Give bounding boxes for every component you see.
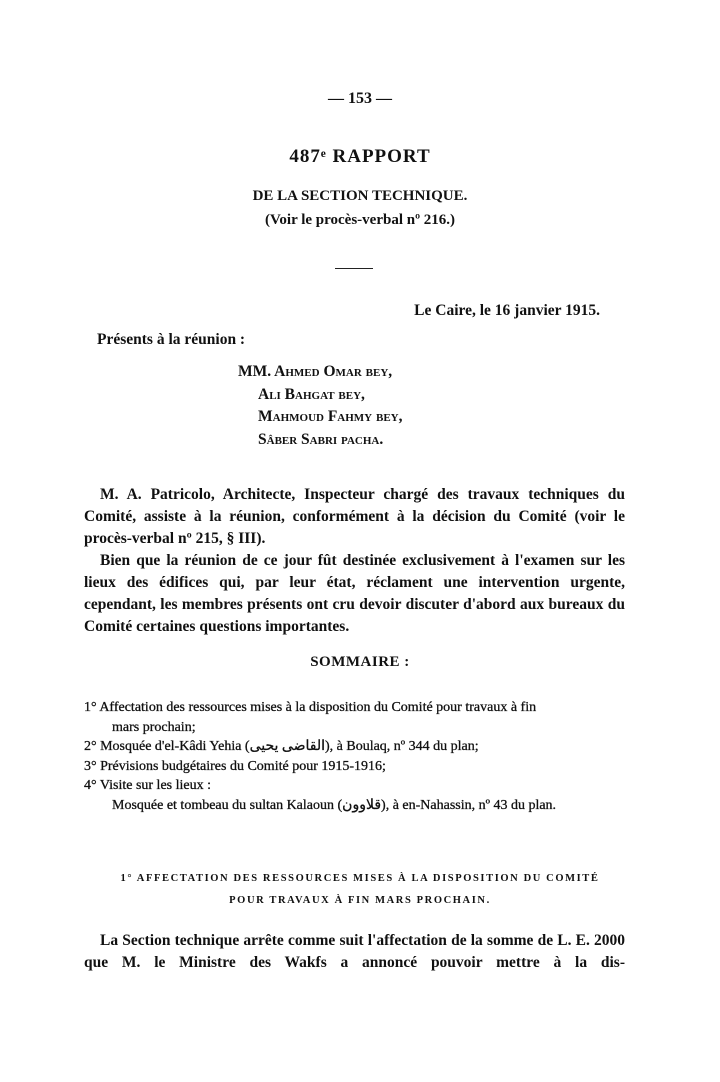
attendee: MM. Ahmed Omar bey, [238,363,393,380]
attendee: Ali Bahgat bey, [258,385,365,403]
section-text [84,930,625,974]
summary-item: 3° Prévisions budgétaires du Comité pour 1915-1916; [84,758,386,774]
summary-item-continuation: mars prochain; [112,719,196,735]
paragraph: Bien que la réunion de ce jour fût destinée exclusivement à l'examen sur les lieux des édifices qui, par leur état, réclament une intervention urgente, cependant, les membres présents ont cru devoir discuter d'abord aux bureaux du Comité certaines questions importantes. [84,552,625,635]
present-label: Présents à la réunion : [97,331,246,348]
report-subtitle: DE LA SECTION TECHNIQUE. [252,188,468,204]
date-line: Le Caire, le 16 janvier 1915. [414,302,600,319]
summary-list [84,698,629,815]
summary-item: 1° Affectation des ressources mises à la disposition du Comité pour travaux à fin [84,700,537,715]
section-heading: POUR TRAVAUX À FIN MARS PROCHAIN. [229,895,491,906]
summary-item-continuation: Mosquée et tombeau du sultan Kalaoun (قلاوون), à en-Nahassin, nº 43 du plan. [112,797,557,813]
reference-note: (Voir le procès-verbal nº 216.) [264,212,456,228]
paragraph: La Section technique arrête comme suit l'affectation de la somme de L. E. 2000 que M. le Ministre des Wakfs a annoncé pouvoir mettre à la dis- [84,932,625,971]
intro-text [84,484,625,638]
summary-item: 4° Visite sur les lieux : [84,778,211,793]
divider [335,268,373,269]
attendee: Mahmoud Fahmy bey, [258,408,403,425]
attendee-list [238,361,403,451]
attendee: Sâber Sabri pacha. [258,430,384,448]
paragraph: M. A. Patricolo, Architecte, Inspecteur chargé des travaux techniques du Comité, assiste à la réunion, conformément à la décision du Comité (voir le procès-verbal nº 215, § III). [84,486,625,547]
report-title: 487ᵉ RAPPORT [289,146,431,167]
summary-item: 2° Mosquée d'el-Kâdi Yehia (القاضى يحيى), à Boulaq, nº 344 du plan; [84,739,479,754]
section-heading: 1° AFFECTATION DES RESSOURCES MISES À LA DISPOSITION DU COMITÉ [120,873,600,884]
summary-heading: SOMMAIRE : [310,654,410,670]
page-number: — 153 — [328,90,392,107]
